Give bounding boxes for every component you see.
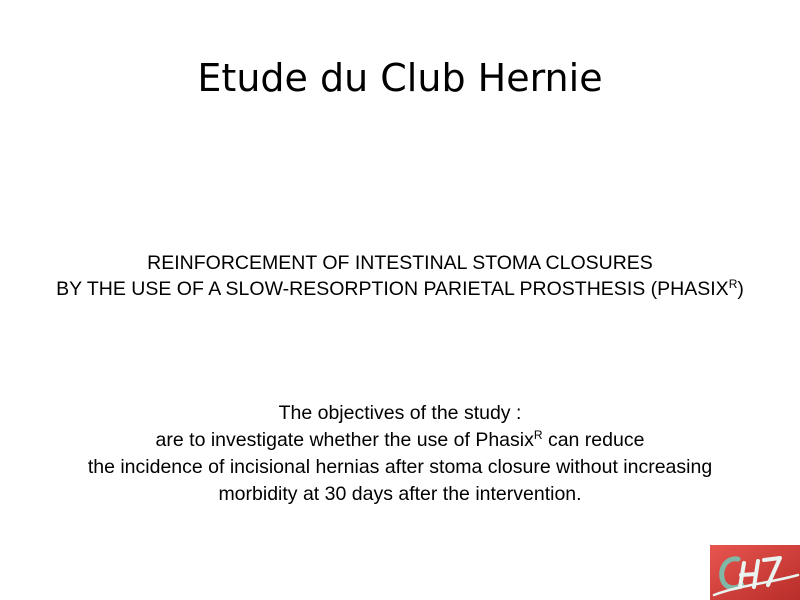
objectives-line-3: the incidence of incisional hernias after stoma closure without increasing [87,456,713,478]
registered-superscript: R [533,428,543,442]
slide-title: Etude du Club Hernie [197,56,603,100]
objectives-heading: The objectives of the study : [278,402,522,424]
objectives-line-2-end: can reduce [542,429,645,451]
objectives-line-2-text: are to investigate whether the use of Phasix [155,429,534,451]
objectives-line-2 [0,427,800,454]
study-subtitle [0,250,800,302]
subtitle-line-2-end: ) [737,278,744,300]
chi-logo-icon [710,545,800,600]
subtitle-line-2-text: BY THE USE OF A SLOW-RESORPTION PARIETAL PROSTHESIS (PHASIX [56,278,729,300]
objectives-line-4: morbidity at 30 days after the intervention. [218,483,582,505]
subtitle-line-1: REINFORCEMENT OF INTESTINAL STOMA CLOSURES [147,252,653,274]
chi-logo-graphic [710,545,800,600]
registered-superscript: R [728,277,738,291]
study-objectives [0,400,800,508]
subtitle-line-2 [0,276,800,302]
